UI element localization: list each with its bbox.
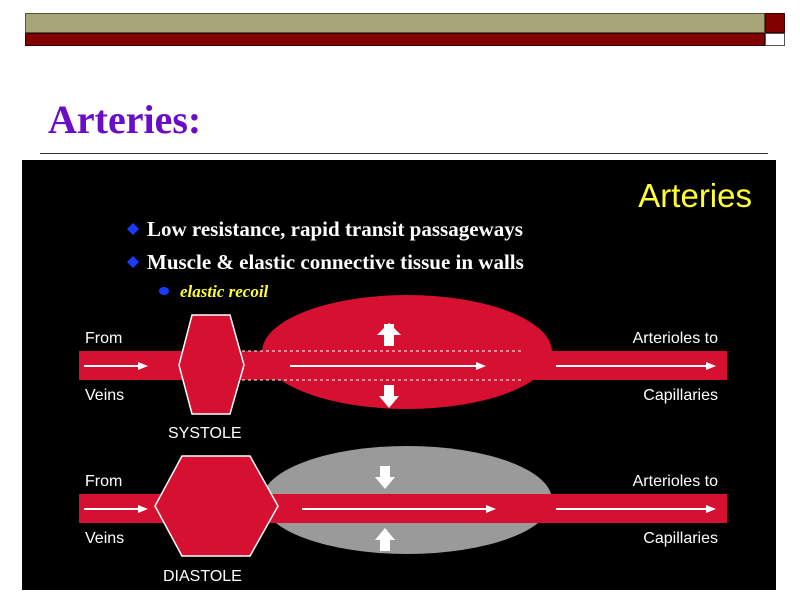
diastole-label: DIASTOLE bbox=[163, 568, 242, 585]
sub-bullet: elastic recoil bbox=[180, 282, 269, 301]
systole-right-bottom: Capillaries bbox=[643, 387, 718, 404]
top-bar-corner-box bbox=[765, 33, 785, 46]
bullet-1: Low resistance, rapid transit passageways bbox=[147, 217, 523, 241]
down-arrow-shaft bbox=[380, 466, 390, 478]
bullet-2: Muscle & elastic connective tissue in walls bbox=[147, 250, 524, 274]
systole-panel bbox=[79, 295, 727, 442]
up-arrow-shaft bbox=[384, 334, 394, 346]
heart-hexagon bbox=[155, 456, 278, 556]
heart-hexagon bbox=[179, 315, 244, 414]
systole-label: SYSTOLE bbox=[168, 425, 242, 442]
diastole-left-top: From bbox=[85, 473, 123, 490]
top-bar-olive bbox=[25, 13, 765, 33]
arteries-diagram bbox=[22, 160, 776, 590]
diastole-right-top: Arterioles to bbox=[632, 473, 718, 490]
top-bar-red bbox=[25, 33, 765, 46]
arteries-figure bbox=[22, 160, 776, 590]
figure-heading: Arteries bbox=[638, 177, 752, 214]
systole-left-bottom: Veins bbox=[85, 387, 125, 404]
blue-diamond-icon bbox=[127, 223, 139, 235]
diastole-panel bbox=[79, 446, 727, 585]
blue-dot-icon bbox=[159, 287, 169, 295]
up-arrow-shaft bbox=[380, 539, 390, 551]
systole-right-top: Arterioles to bbox=[632, 330, 718, 347]
diastole-left-bottom: Veins bbox=[85, 530, 125, 547]
down-arrow-shaft bbox=[384, 385, 394, 397]
title-divider bbox=[40, 153, 768, 154]
systole-left-top: From bbox=[85, 330, 123, 347]
blue-diamond-icon bbox=[127, 256, 139, 268]
diastole-right-bottom: Capillaries bbox=[643, 530, 718, 547]
top-bar-corner-block bbox=[765, 13, 785, 33]
slide-title: Arteries: bbox=[48, 97, 202, 142]
